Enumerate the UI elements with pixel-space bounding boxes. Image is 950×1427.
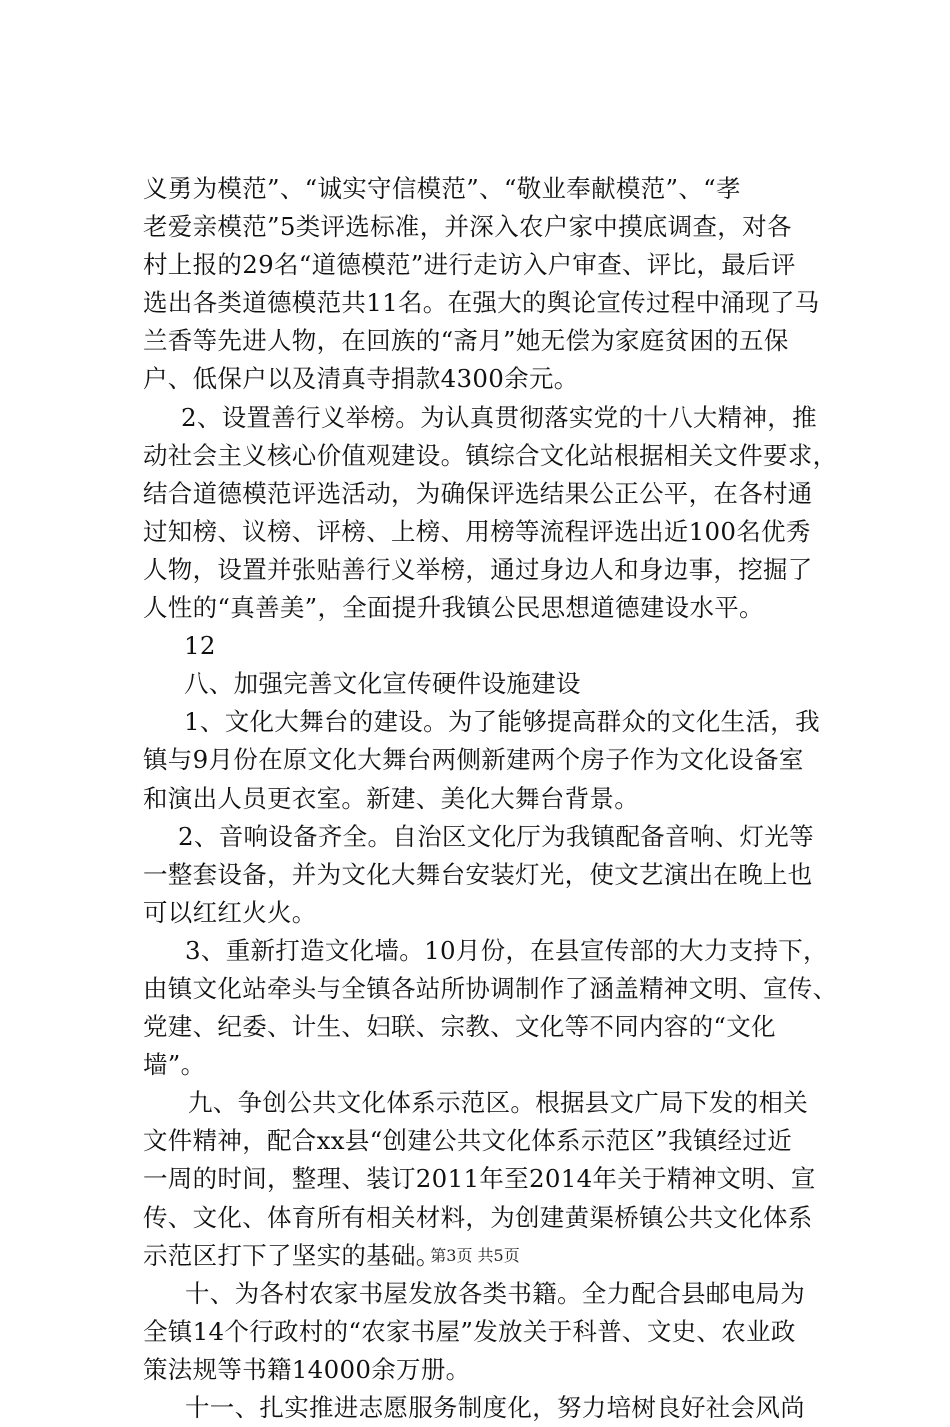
text-line: 党建、纪委、计生、妇联、宗教、文化等不同内容的“文化 (143, 1012, 776, 1042)
section-heading: 八、加强完善文化宣传硬件设施建设 (184, 669, 581, 699)
text-line: 过知榜、议榜、评榜、上榜、用榜等流程评选出近100名优秀 (143, 516, 811, 546)
paragraph-start: 1、文化大舞台的建设。为了能够提高群众的文化生活，我 (184, 707, 820, 737)
page-indicator: 第3页 共5页 (430, 1246, 520, 1265)
text-line: 传、文化、体育所有相关材料，为创建黄渠桥镇公共文化体系 (143, 1202, 813, 1232)
stray-number: 12 (184, 631, 216, 661)
paragraph-start: 九、争创公共文化体系示范区。根据县文广局下发的相关 (188, 1088, 808, 1118)
text-line: 一整套设备，并为文化大舞台安装灯光，使文艺演出在晚上也 (143, 859, 813, 889)
paragraph-start: 3、重新打造文化墙。10月份，在县宣传部的大力支持下， (185, 935, 828, 965)
text-line: 墙”。 (143, 1050, 206, 1080)
text-line: 由镇文化站牵头与全镇各站所协调制作了涵盖精神文明、宣传、 (143, 973, 838, 1003)
text-line: 人性的“真善美”，全面提升我镇公民思想道德建设水平。 (143, 593, 764, 623)
text-line: 全镇14个行政村的“农家书屋”发放关于科普、文史、农业政 (143, 1316, 796, 1346)
text-line: 示范区打下了坚实的基础。 (143, 1240, 441, 1270)
text-line: 和演出人员更衣室。新建、美化大舞台背景。 (143, 783, 639, 813)
text-line: 文件精神，配合xx县“创建公共文化体系示范区”我镇经过近 (143, 1126, 793, 1156)
document-body (143, 170, 838, 1427)
text-line: 结合道德模范评选活动，为确保评选结果公正公平，在各村通 (143, 478, 813, 508)
paragraph-start: 2、设置善行义举榜。为认真贯彻落实党的十八大精神，推 (181, 402, 817, 432)
text-line: 户、低保户以及清真寺捐款4300余元。 (143, 364, 579, 394)
paragraph-start: 2、音响设备齐全。自治区文化厅为我镇配备音响、灯光等 (178, 821, 814, 851)
text-line: 村上报的29名“道德模范”进行走访入户审查、评比，最后评 (143, 250, 796, 280)
text-line: 策法规等书籍14000余万册。 (143, 1354, 471, 1384)
paragraph-start: 十、为各村农家书屋发放各类书籍。全力配合县邮电局为 (185, 1278, 805, 1308)
text-line: 人物，设置并张贴善行义举榜，通过身边人和身边事，挖掘了 (143, 554, 813, 584)
text-line: 选出各类道德模范共11名。在强大的舆论宣传过程中涌现了马 (143, 288, 820, 318)
text-line: 可以红红火火。 (143, 897, 317, 927)
text-line: 一周的时间，整理、装订2011年至2014年关于精神文明、宣 (143, 1164, 816, 1194)
text-line: 镇与9月份在原文化大舞台两侧新建两个房子作为文化设备室 (143, 745, 804, 775)
text-line: 老爱亲模范”5类评选标准，并深入农户家中摸底调查，对各 (143, 212, 792, 242)
text-line: 兰香等先进人物，在回族的“斋月”她无偿为家庭贫困的五保 (143, 326, 789, 356)
text-line: 义勇为模范”、“诚实守信模范”、“敬业奉献模范”、“孝 (143, 174, 741, 203)
paragraph-start: 十一、扎实推进志愿服务制度化，努力培树良好社会风尚 (185, 1393, 805, 1422)
text-line: 动社会主义核心价值观建设。镇综合文化站根据相关文件要求， (143, 440, 838, 470)
